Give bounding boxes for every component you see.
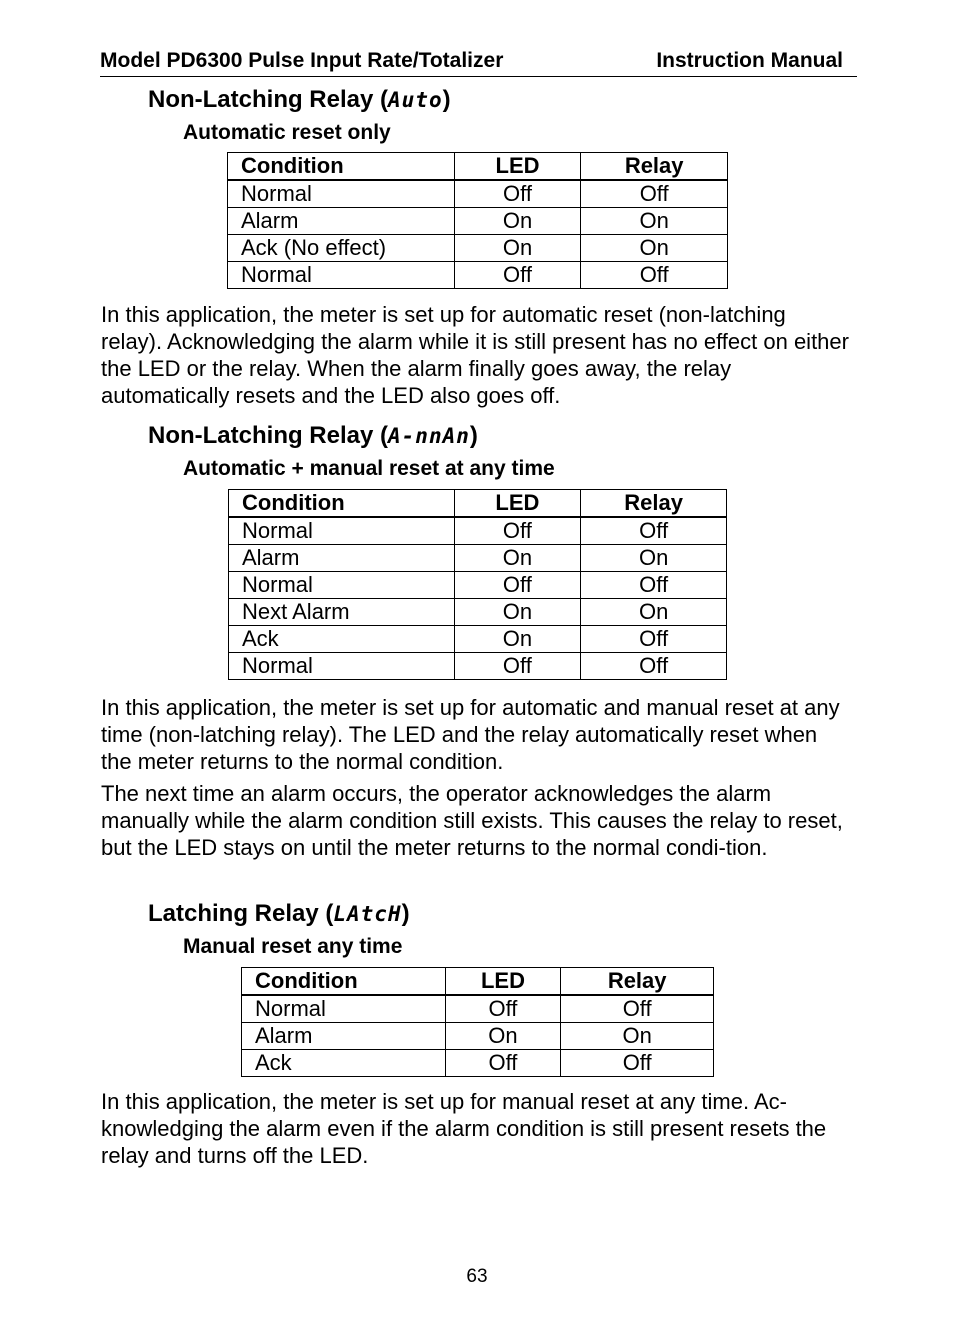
section-2-heading-close: ): [469, 422, 478, 449]
section-3-heading: [148, 900, 410, 928]
section-2-heading-text: Non-Latching Relay (: [148, 422, 389, 449]
cell-relay: Off: [581, 180, 728, 208]
cell-led: On: [454, 545, 581, 572]
section-2-heading-code: A-nnAn: [388, 424, 470, 448]
section-2-paragraph-2: The next time an alarm occurs, the operator acknowledges the alarm manually while the alarm condition still exists. This causes the relay to reset, but the LED stays on until the meter returns to the normal condi-tion.: [101, 781, 843, 860]
section-2-subheading: Automatic + manual reset at any time: [183, 457, 555, 480]
cell-relay: Off: [581, 262, 728, 289]
section-1-heading-text: Non-Latching Relay (: [148, 86, 389, 113]
cell-led: Off: [445, 1050, 561, 1077]
cell-condition: Ack: [242, 1050, 446, 1077]
table-row: [228, 235, 728, 262]
section-1-heading-close: ): [442, 86, 451, 113]
section-1-heading: [148, 86, 451, 114]
table-row: [229, 517, 727, 545]
cell-led: Off: [454, 180, 581, 208]
cell-led: Off: [454, 262, 581, 289]
cell-relay: Off: [561, 995, 714, 1023]
cell-led: On: [454, 208, 581, 235]
table-row: [229, 626, 727, 653]
cell-relay: On: [561, 1023, 714, 1050]
table-row: [242, 1050, 714, 1077]
section-2-table: [228, 489, 727, 680]
section-2-heading: [148, 422, 478, 450]
table-row: [229, 653, 727, 680]
table-header-row: [229, 490, 727, 518]
column-header-led: LED: [445, 968, 561, 996]
cell-relay: On: [581, 545, 727, 572]
table-row: [242, 1023, 714, 1050]
cell-condition: Normal: [229, 572, 455, 599]
cell-relay: Off: [561, 1050, 714, 1077]
section-1-heading-code: Auto: [388, 88, 443, 112]
column-header-condition: Condition: [242, 968, 446, 996]
column-header-led: LED: [454, 490, 581, 518]
section-3-heading-code: LAtcH: [333, 902, 402, 926]
column-header-condition: Condition: [228, 153, 455, 181]
cell-relay: On: [581, 599, 727, 626]
table-row: [242, 995, 714, 1023]
section-1-table: [227, 152, 728, 289]
section-1-subheading: Automatic reset only: [183, 121, 391, 144]
cell-led: On: [445, 1023, 561, 1050]
cell-led: On: [454, 626, 581, 653]
table-row: [229, 572, 727, 599]
cell-condition: Normal: [228, 180, 455, 208]
section-3-heading-close: ): [401, 900, 410, 927]
cell-condition: Alarm: [229, 545, 455, 572]
cell-condition: Next Alarm: [229, 599, 455, 626]
table-row: [228, 180, 728, 208]
cell-condition: Normal: [242, 995, 446, 1023]
cell-condition: Normal: [229, 653, 455, 680]
cell-relay: On: [581, 208, 728, 235]
header-manual-title: Instruction Manual: [656, 49, 843, 72]
column-header-relay: Relay: [581, 153, 728, 181]
cell-condition: Alarm: [242, 1023, 446, 1050]
column-header-led: LED: [454, 153, 581, 181]
cell-condition: Ack: [229, 626, 455, 653]
column-header-condition: Condition: [229, 490, 455, 518]
table-header-row: [242, 968, 714, 996]
column-header-relay: Relay: [581, 490, 727, 518]
cell-led: Off: [454, 653, 581, 680]
table-row: [228, 262, 728, 289]
section-3-heading-text: Latching Relay (: [148, 900, 334, 927]
cell-led: On: [454, 235, 581, 262]
page-number: 63: [466, 1266, 488, 1287]
cell-led: On: [454, 599, 581, 626]
section-3-subheading: Manual reset any time: [183, 935, 403, 958]
cell-relay: Off: [581, 517, 727, 545]
cell-relay: Off: [581, 653, 727, 680]
section-3-paragraph: In this application, the meter is set up for manual reset at any time. Ac-knowledging the alarm even if the alarm condition is still present resets the relay and turns off the LED.: [101, 1089, 827, 1168]
cell-relay: Off: [581, 626, 727, 653]
section-3-table: [241, 967, 714, 1077]
cell-condition: Normal: [229, 517, 455, 545]
cell-led: Off: [445, 995, 561, 1023]
header-model-title: Model PD6300 Pulse Input Rate/Totalizer: [100, 49, 504, 72]
table-row: [229, 599, 727, 626]
cell-led: Off: [454, 572, 581, 599]
section-2-paragraph-1: In this application, the meter is set up for automatic and manual reset at any time (non-latching relay). The LED and the relay automatically reset when the meter returns to the normal condition.: [101, 695, 840, 774]
section-1-paragraph: In this application, the meter is set up for automatic reset (non-latching relay). Acknowledging the alarm while it is still present has no effect on either the LED or the relay. When the alarm finally goes away, the relay automatically resets and the LED also goes off.: [101, 302, 849, 408]
column-header-relay: Relay: [561, 968, 714, 996]
cell-relay: Off: [581, 572, 727, 599]
page-header: [100, 46, 857, 77]
cell-condition: Ack (No effect): [228, 235, 455, 262]
cell-condition: Alarm: [228, 208, 455, 235]
cell-relay: On: [581, 235, 728, 262]
table-row: [228, 208, 728, 235]
cell-condition: Normal: [228, 262, 455, 289]
table-header-row: [228, 153, 728, 181]
table-row: [229, 545, 727, 572]
cell-led: Off: [454, 517, 581, 545]
